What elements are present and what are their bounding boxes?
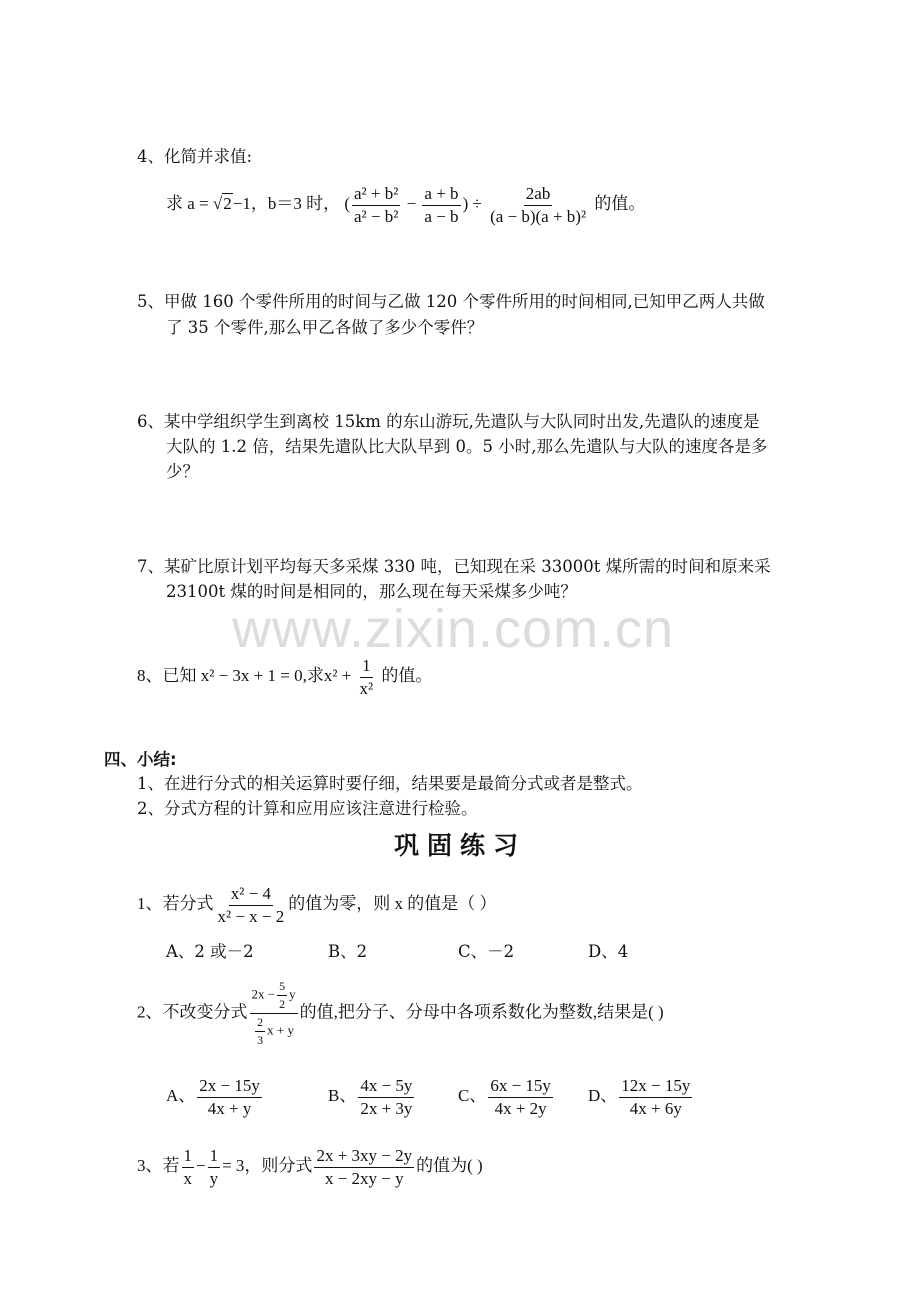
p2-inner-fraction-2: [255, 1016, 265, 1047]
p1-option-a: A、2 或－2: [166, 942, 254, 961]
p3-f3-den: x − 2xy − y: [324, 1168, 404, 1188]
sqrt-symbol: √2: [212, 194, 232, 213]
question-6-line-2: 大队的 1.2 倍，结果先遣队比大队早到 0。5 小时,那么先遣队与大队的速度各是多: [166, 437, 768, 456]
p2-opt-d-den: 4x + 6y: [629, 1098, 682, 1118]
q8-f-numerator: 1: [360, 657, 373, 678]
question-6-line-3: 少？: [166, 462, 199, 481]
p2-opt-d-label: D、: [588, 1086, 618, 1105]
q4-f2-numerator: a + b: [422, 185, 460, 206]
q4-fraction-3: [488, 185, 588, 226]
p2-opt-d-fraction: [619, 1077, 692, 1118]
q8-prefix: 8、已知: [137, 666, 197, 685]
p1-option-c: C、－2: [458, 942, 515, 961]
p2-opt-a-fraction: [197, 1077, 262, 1118]
p2-opt-a-num: 2x − 15y: [197, 1077, 262, 1098]
p3-fraction-1: [182, 1147, 195, 1188]
p3-f1-den: x: [183, 1168, 192, 1188]
p3-prefix: 3、若: [137, 1156, 180, 1175]
sqrt-radicand: 2: [223, 194, 232, 213]
p1-prefix: 1、若分式: [137, 894, 214, 913]
practice-1: [137, 880, 497, 928]
p2-inner2-den: 3: [257, 1033, 264, 1047]
p3-mid: ，则分式: [244, 1156, 313, 1175]
left-paren: (: [344, 194, 350, 213]
p2-opt-b-label: B、: [328, 1086, 357, 1105]
question-5-line-1: 5、甲做 160 个零件所用的时间与乙做 120 个零件所用的时间相同,已知甲乙两人共做: [137, 292, 765, 311]
q4-f3-numerator: 2ab: [524, 185, 553, 206]
question-4-label: 4、化简并求值:: [137, 147, 253, 166]
p2-inner-fraction-1: [277, 980, 287, 1011]
q8-suffix: 的值。: [381, 666, 433, 685]
p2-inner1-num: 5: [277, 980, 287, 996]
p3-minus: −: [196, 1156, 206, 1175]
p1-option-b: B、2: [328, 942, 368, 961]
p2-suffix: 的值,把分子、分母中各项系数化为整数,结果是( ): [299, 1002, 664, 1022]
p3-suffix: 的值为( ): [416, 1156, 483, 1175]
p2-num-right: y: [289, 986, 296, 1002]
p2-option-c: [458, 1072, 555, 1120]
p2-inner2-num: 2: [255, 1016, 265, 1032]
p2-denominator: [251, 1014, 296, 1047]
p2-opt-c-label: C、: [458, 1086, 487, 1105]
question-7-line-2: 23100t 煤的时间是相同的，那么现在每天采煤多少吨？: [166, 582, 577, 601]
p2-opt-c-den: 4x + 2y: [494, 1098, 547, 1118]
p1-option-d: D、4: [588, 942, 629, 961]
question-4-expression: [166, 180, 645, 228]
practice-2: [137, 980, 664, 1047]
practice-3: [137, 1142, 483, 1190]
p3-fraction-3: [314, 1147, 414, 1188]
p3-equals: = 3: [222, 1156, 245, 1175]
p2-prefix: 2、不改变分式: [137, 1002, 248, 1022]
p2-opt-c-num: 6x − 15y: [488, 1077, 553, 1098]
p3-f2-den: y: [209, 1168, 219, 1188]
p3-f2-num: 1: [208, 1147, 221, 1168]
question-8: [137, 652, 432, 700]
p3-f1-num: 1: [182, 1147, 195, 1168]
q4-f1-numerator: a² + b²: [352, 185, 400, 206]
p1-f-denominator: x² − x − 2: [217, 906, 285, 926]
question-5-line-2: 了 35 个零件,那么甲乙各做了多少个零件？: [166, 318, 484, 337]
p2-opt-d-num: 12x − 15y: [619, 1077, 692, 1098]
q8-equation: x² − 3x + 1 = 0: [200, 666, 303, 685]
p2-opt-b-den: 2x + 3y: [360, 1098, 413, 1118]
p2-option-b: [328, 1072, 416, 1120]
p1-fraction: [216, 885, 287, 926]
p2-den-right: x + y: [267, 1022, 294, 1038]
question-6-line-1: 6、某中学组织学生到离校 15km 的东山游玩,先遣队与大队同时出发,先遣队的速度是: [137, 412, 760, 431]
right-paren-divide: ) ÷: [462, 194, 482, 213]
p3-f3-num: 2x + 3xy − 2y: [314, 1147, 414, 1168]
question-7-line-1: 7、某矿比原计划平均每天多采煤 330 吨，已知现在采 33000t 煤所需的时间和原来采: [137, 557, 771, 576]
q4-f1-denominator: a² − b²: [354, 206, 399, 226]
practice-title: 巩固练习: [393, 831, 526, 860]
p2-option-a: [166, 1072, 264, 1120]
q8-f-denominator: x²: [359, 678, 374, 698]
p2-opt-a-label: A、: [166, 1086, 196, 1105]
q4-after-sqrt: −1，b＝3 时，: [232, 194, 341, 213]
p2-opt-a-den: 4x + y: [207, 1098, 252, 1118]
p2-numerator: [250, 980, 298, 1014]
q4-prefix: 求 a =: [166, 194, 209, 213]
p2-num-left: 2x −: [251, 986, 276, 1002]
p1-f-numerator: x² − 4: [229, 885, 273, 906]
p2-fraction: [250, 980, 298, 1047]
p2-option-d: [588, 1072, 694, 1120]
summary-item-2: 2、分式方程的计算和应用应该注意进行检验。: [137, 799, 478, 818]
p2-opt-c-fraction: [488, 1077, 553, 1118]
q4-f3-denominator: (a − b)(a + b)²: [490, 206, 587, 226]
q8-mid: ,求: [302, 666, 324, 685]
q4-suffix: 的值。: [594, 194, 646, 213]
p1-suffix: 的值为零，则 x 的值是（ ）: [288, 894, 497, 913]
p2-inner1-den: 2: [279, 997, 286, 1011]
p2-opt-b-num: 4x − 5y: [358, 1077, 414, 1098]
p3-fraction-2: [208, 1147, 221, 1188]
q4-f2-denominator: a − b: [424, 206, 459, 226]
summary-heading: 四、小结:: [104, 750, 177, 769]
q4-fraction-1: [352, 185, 400, 226]
p2-opt-b-fraction: [358, 1077, 414, 1118]
q8-expression: x² +: [323, 666, 352, 685]
summary-item-1: 1、在进行分式的相关运算时要仔细，结果要是最简分式或者是整式。: [137, 774, 643, 793]
q8-fraction: [358, 657, 376, 698]
minus-sign: −: [406, 194, 417, 213]
q4-fraction-2: [422, 185, 460, 226]
watermark: www.zixin.com.cn: [232, 599, 675, 659]
